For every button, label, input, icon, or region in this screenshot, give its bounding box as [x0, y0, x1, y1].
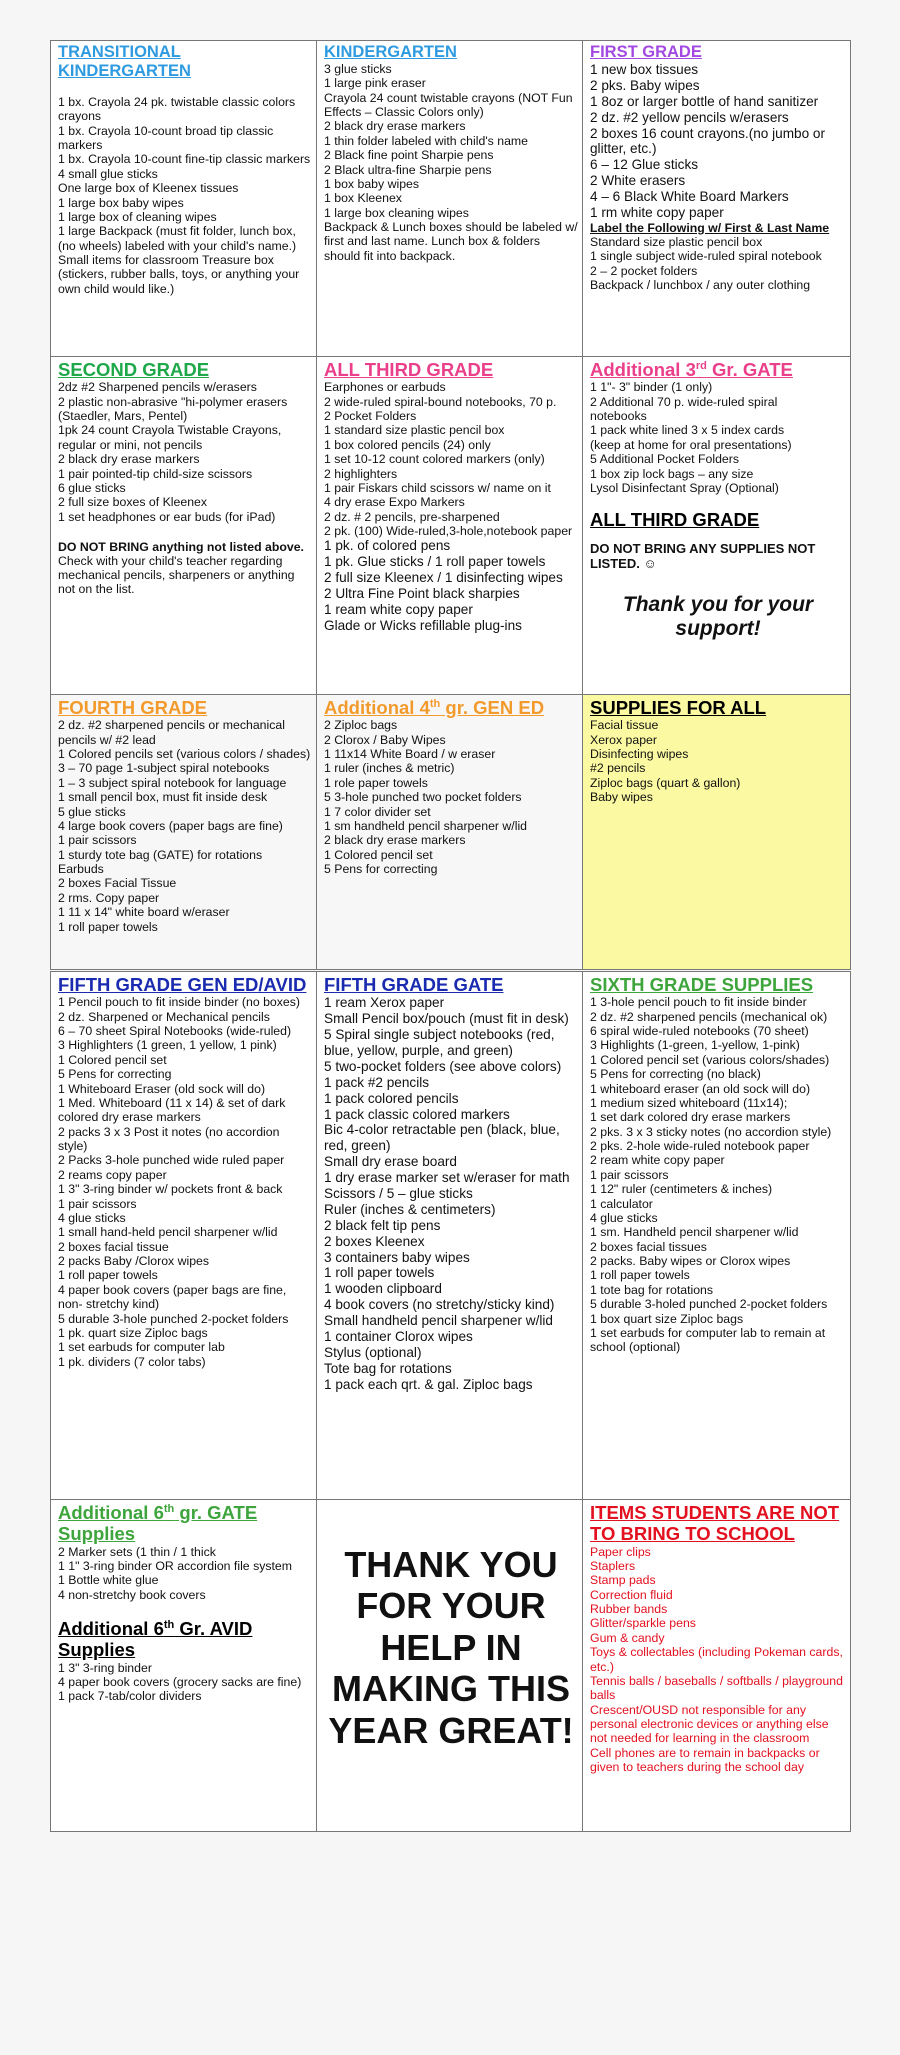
list-item: 1 pack classic colored markers: [324, 1106, 510, 1122]
list-item: 1 roll paper towels: [58, 919, 158, 934]
list-item: Tote bag for rotations: [324, 1360, 452, 1376]
list-item: 1 box baby wipes: [324, 176, 420, 191]
cell-sixth-gate-avid: [51, 1500, 317, 1832]
list-item: Small items for classroom Treasure box (stickers, rubber balls, toys, or anything your own child would like.): [58, 253, 300, 296]
g6avid-title: Additional 6th Gr. AVID Supplies: [58, 1618, 253, 1661]
g6-title: SIXTH GRADE SUPPLIES: [590, 974, 814, 995]
g3gate-title: Additional 3rd Gr. GATE: [590, 359, 793, 380]
list-item: 1 ream white copy paper: [324, 601, 473, 617]
list-item: 5 Pens for correcting: [58, 1067, 172, 1082]
list-item: 2 dz. #2 sharpened pencils (mechanical ok): [590, 1009, 828, 1024]
list-item: 2 boxes Facial Tissue: [58, 876, 177, 891]
list-item: 3 Highlighters (1 green, 1 yellow, 1 pink): [58, 1038, 277, 1053]
list-item: Backpack & Lunch boxes should be labeled w/ first and last name. Lunch box & folders should fit into backpack.: [324, 220, 578, 263]
list-item: 1 small pencil box, must fit inside desk: [58, 790, 268, 805]
supply-grid: [50, 40, 851, 1832]
all-title: SUPPLIES FOR ALL: [590, 697, 767, 718]
list-item: 1 pack 7-tab/color dividers: [58, 1689, 202, 1704]
list-item: Rubber bands: [590, 1602, 668, 1617]
list-item: 2 packs Baby /Clorox wipes: [58, 1254, 210, 1269]
supply-list-sheet: [50, 40, 850, 1832]
list-item: 1 Colored pencil set: [58, 1052, 167, 1067]
list-item: 1 set headphones or ear buds (for iPad): [58, 509, 276, 524]
list-item: 1 set 10-12 count colored markers (only): [324, 452, 545, 467]
list-item: 1 bx. Crayola 24 pk. twistable classic colors crayons: [58, 94, 296, 124]
list-item: Lysol Disinfectant Spray (Optional): [590, 480, 779, 495]
g6gate-list: [58, 1545, 312, 1603]
notbring-list: [590, 1545, 846, 1775]
g3-title2: ALL THIRD GRADE: [590, 509, 760, 531]
list-item: 6 glue sticks: [58, 480, 126, 495]
list-item: 2 Additional 70 p. wide-ruled spiral: [590, 394, 778, 409]
list-item: 1 large box of cleaning wipes: [58, 209, 217, 224]
list-item: 1 roll paper towels: [590, 1268, 690, 1283]
list-item: #2 pencils: [590, 761, 646, 776]
tk-title: TRANSITIONAL KINDERGARTEN: [58, 43, 191, 80]
g6-list: [590, 995, 846, 1354]
list-item: 1 1" 3-ring binder OR accordion file system: [58, 1558, 293, 1573]
cell-sixth-grade: [583, 971, 851, 1500]
list-item: 5 Pens for correcting (no black): [590, 1067, 761, 1082]
list-item: 2 dz. #2 yellow pencils w/erasers: [590, 109, 789, 125]
list-item: 1 large box cleaning wipes: [324, 205, 469, 220]
g1-list: [590, 62, 846, 221]
list-item: 2 black dry erase markers: [324, 119, 466, 134]
list-item: Ruler (inches & centimeters): [324, 1201, 496, 1217]
g5-list: [58, 995, 312, 1369]
list-item: 4 book covers (no stretchy/sticky kind): [324, 1297, 555, 1313]
list-item: 1 pk. of colored pens: [324, 538, 451, 554]
list-item: 1 12" ruler (centimeters & inches): [590, 1182, 773, 1197]
list-item: 3 Highlights (1-green, 1-yellow, 1-pink): [590, 1038, 800, 1053]
thank-you-banner: THANK YOU FOR YOUR HELP IN MAKING THIS YEAR GREAT!: [328, 1544, 574, 1751]
list-item: 1 thin folder labeled with child's name: [324, 133, 528, 148]
list-item: One large box of Kleenex tissues: [58, 181, 239, 196]
list-item: Glade or Wicks refillable plug-ins: [324, 617, 522, 633]
list-item: 2 boxes Kleenex: [324, 1233, 425, 1249]
list-item: Toys & collectables (including Pokeman cards, etc.): [590, 1645, 843, 1674]
list-item: 2 Black ultra-fine Sharpie pens: [324, 162, 492, 177]
list-item: 1 sm. Handheld pencil sharpener w/lid: [590, 1225, 799, 1240]
list-item: 2 boxes facial tissue: [58, 1239, 169, 1254]
list-item: 5 Spiral single subject notebooks (red, blue, yellow, purple, and green): [324, 1027, 555, 1058]
list-item: 1 roll paper towels: [324, 1265, 435, 1281]
list-item: 2 boxes facial tissues: [590, 1239, 707, 1254]
list-item: notebooks: [590, 409, 647, 424]
cell-fifth-grade-gate: [317, 971, 583, 1500]
list-item: Earbuds: [58, 862, 104, 877]
list-item: 1 large Backpack (must fit folder, lunch box, (no wheels) labeled with your child's name.): [58, 224, 297, 253]
list-item: 1 large pink eraser: [324, 76, 426, 91]
list-item: 1 ream Xerox paper: [324, 995, 445, 1011]
cell-transitional-kindergarten: [51, 41, 317, 357]
g3-title: ALL THIRD GRADE: [324, 359, 494, 380]
list-item: 4 paper book covers (paper bags are fine, non- stretchy kind): [58, 1282, 287, 1312]
list-item: 2 dz. Sharpened or Mechanical pencils: [58, 1009, 270, 1024]
list-item: Scissors / 5 – glue sticks: [324, 1185, 473, 1201]
list-item: 1 7 color divider set: [324, 804, 431, 819]
list-item: Correction fluid: [590, 1587, 673, 1602]
cell-supplies-for-all: [583, 695, 851, 971]
list-item: 1 large box baby wipes: [58, 195, 184, 210]
list-item: 2 plastic non-abrasive "hi-polymer erasers (Staedler, Mars, Pentel): [58, 394, 288, 424]
list-item: 1 sm handheld pencil sharpener w/lid: [324, 818, 528, 833]
list-item: 5 two-pocket folders (see above colors): [324, 1058, 562, 1074]
list-item: 6 – 12 Glue sticks: [590, 157, 699, 173]
list-item: 2 White erasers: [590, 173, 686, 189]
list-item: Disinfecting wipes: [590, 747, 689, 762]
g2-title: SECOND GRADE: [58, 359, 210, 380]
list-item: Tennis balls / baseballs / softballs / playground balls: [590, 1673, 843, 1703]
list-item: 3 – 70 page 1-subject spiral notebooks: [58, 761, 270, 776]
list-item: Crescent/OUSD not responsible for any personal electronic devices or anything else not needed for learning in the classroom: [590, 1702, 829, 1746]
list-item: 2 highlighters: [324, 466, 398, 481]
list-item: Glitter/sparkle pens: [590, 1616, 696, 1631]
list-item: Xerox paper: [590, 732, 657, 747]
g6avid-list: [58, 1661, 312, 1704]
g6gate-title: Additional 6th gr. GATE Supplies: [58, 1502, 258, 1545]
g4gen-list: [324, 718, 578, 876]
list-item: 5 Pens for correcting: [324, 862, 438, 877]
cell-not-to-bring: [583, 1500, 851, 1832]
list-item: 1 11x14 White Board / w eraser: [324, 747, 496, 762]
g3-list-small: [324, 380, 578, 538]
list-item: Staplers: [590, 1558, 636, 1573]
list-item: 1 Whiteboard Eraser (old sock will do): [58, 1081, 266, 1096]
list-item: 1 pair Fiskars child scissors w/ name on it: [324, 480, 551, 495]
list-item: 2 pks. 2-hole wide-ruled notebook paper: [590, 1139, 810, 1154]
list-item: 2 – 2 pocket folders: [590, 263, 698, 278]
list-item: 2 wide-ruled spiral-bound notebooks, 70 p.: [324, 394, 557, 409]
g4-title: FOURTH GRADE: [58, 697, 208, 718]
list-item: 2 black dry erase markers: [58, 452, 200, 467]
list-item: 2 dz. # 2 pencils, pre-sharpened: [324, 509, 500, 524]
list-item: 1 3" 3-ring binder: [58, 1660, 152, 1675]
list-item: Ziploc bags (quart & gallon): [590, 775, 741, 790]
list-item: 5 durable 3-holed punched 2-pocket folders: [590, 1297, 828, 1312]
list-item: 2 full size boxes of Kleenex: [58, 495, 208, 510]
list-item: 1 8oz or larger bottle of hand sanitizer: [590, 93, 819, 109]
list-item: Standard size plastic pencil box: [590, 234, 763, 249]
list-item: 1 small hand-held pencil sharpener w/lid: [58, 1225, 278, 1240]
g5gate-title: FIFTH GRADE GATE: [324, 974, 504, 995]
list-item: 1 set earbuds for computer lab to remain at school (optional): [590, 1325, 826, 1355]
list-item: Stylus (optional): [324, 1344, 422, 1360]
list-item: Baby wipes: [590, 790, 653, 805]
list-item: 1 3-hole pencil pouch to fit inside binder: [590, 995, 807, 1010]
g4gen-title: Additional 4th gr. GEN ED: [324, 697, 545, 718]
list-item: 1 1"- 3" binder (1 only): [590, 380, 713, 395]
list-item: 1 standard size plastic pencil box: [324, 423, 505, 438]
list-item: 1 pair pointed-tip child-size scissors: [58, 466, 253, 481]
list-item: 1 box colored pencils (24) only: [324, 437, 491, 452]
list-item: 1 pair scissors: [58, 1196, 137, 1211]
list-item: 4 glue sticks: [58, 1210, 126, 1225]
list-item: 1 pack colored pencils: [324, 1090, 459, 1106]
list-item: 1 pk. Glue sticks / 1 roll paper towels: [324, 554, 546, 570]
list-item: 2 Ziploc bags: [324, 718, 398, 733]
g2-note: Check with your child's teacher regarding mechanical pencils, sharpeners or anything not on the list.: [58, 554, 295, 597]
list-item: 1 rm white copy paper: [590, 204, 724, 220]
list-item: Paper clips: [590, 1544, 651, 1559]
g5gate-list: [324, 995, 578, 1392]
cell-fourth-gen-ed: [317, 695, 583, 971]
list-item: 1 Med. Whiteboard (11 x 14) & set of dark colored dry erase markers: [58, 1095, 286, 1125]
g4-list: [58, 718, 312, 934]
list-item: 2 Pocket Folders: [324, 409, 417, 424]
list-item: 1 3" 3-ring binder w/ pockets front & back: [58, 1182, 283, 1197]
list-item: 4 large book covers (paper bags are fine): [58, 818, 283, 833]
list-item: 2 Ultra Fine Point black sharpies: [324, 586, 520, 602]
list-item: Crayola 24 count twistable crayons (NOT Fun Effects – Classic Colors only): [324, 90, 573, 120]
list-item: 1 pk. quart size Ziploc bags: [58, 1325, 208, 1340]
list-item: 1 container Clorox wipes: [324, 1328, 473, 1344]
list-item: 1 pair scissors: [590, 1167, 669, 1182]
all-list: [590, 718, 846, 804]
list-item: 2 Black fine point Sharpie pens: [324, 148, 494, 163]
list-item: 1 dry erase marker set w/eraser for math: [324, 1170, 570, 1186]
list-item: Small handheld pencil sharpener w/lid: [324, 1313, 553, 1329]
list-item: 1 Colored pencil set: [324, 847, 433, 862]
list-item: 1 role paper towels: [324, 775, 428, 790]
g2-note-bold: DO NOT BRING anything not listed above.: [58, 540, 304, 555]
k-list: [324, 62, 578, 263]
list-item: 2 Packs 3-hole punched wide ruled paper: [58, 1153, 285, 1168]
list-item: 1 pack each qrt. & gal. Ziploc bags: [324, 1376, 533, 1392]
list-item: 1 pack #2 pencils: [324, 1074, 430, 1090]
list-item: 4 – 6 Black White Board Markers: [590, 189, 789, 205]
g3-thanks: Thank you for your support!: [622, 592, 814, 640]
list-item: 2 boxes 16 count crayons.(no jumbo or glitter, etc.): [590, 125, 826, 157]
list-item: 2 packs 3 x 3 Post it notes (no accordion style): [58, 1124, 280, 1154]
list-item: 6 – 70 sheet Spiral Notebooks (wide-ruled): [58, 1024, 292, 1039]
list-item: 1 calculator: [590, 1196, 653, 1211]
list-item: 4 glue sticks: [590, 1210, 658, 1225]
list-item: 5 3-hole punched two pocket folders: [324, 790, 522, 805]
list-item: 5 glue sticks: [58, 804, 126, 819]
list-item: 6 spiral wide-ruled notebooks (70 sheet): [590, 1024, 809, 1039]
list-item: 1 medium sized whiteboard (11x14);: [590, 1095, 788, 1110]
notbring-title: ITEMS STUDENTS ARE NOT TO BRING TO SCHOOL: [590, 1502, 840, 1545]
list-item: 1 Colored pencil set (various colors/shades): [590, 1052, 830, 1067]
list-item: 1 pair scissors: [58, 833, 137, 848]
list-item: Small Pencil box/pouch (must fit in desk): [324, 1011, 569, 1027]
list-item: 1 new box tissues: [590, 61, 699, 77]
list-item: 1 pack white lined 3 x 5 index cards: [590, 423, 785, 438]
list-item: 2 dz. #2 sharpened pencils or mechanical pencils w/ #2 lead: [58, 718, 285, 747]
list-item: 2 full size Kleenex / 1 disinfecting wipes: [324, 570, 563, 586]
list-item: 2 packs. Baby wipes or Clorox wipes: [590, 1254, 791, 1269]
list-item: 2 pks. 3 x 3 sticky notes (no accordion style): [590, 1124, 832, 1139]
list-item: Small dry erase board: [324, 1154, 457, 1170]
list-item: Cell phones are to remain in backpacks or given to teachers during the school day: [590, 1745, 820, 1775]
list-item: 4 small glue sticks: [58, 166, 158, 181]
list-item: 1 box zip lock bags – any size: [590, 466, 754, 481]
g1-label-heading: Label the Following w/ First & Last Name: [590, 220, 830, 235]
list-item: 1 set earbuds for computer lab: [58, 1340, 225, 1355]
tk-list: [58, 95, 312, 296]
list-item: 2 pk. (100) Wide-ruled,3-hole,notebook paper: [324, 524, 573, 539]
list-item: 1 roll paper towels: [58, 1268, 158, 1283]
g1-label-list: [590, 235, 846, 293]
list-item: Gum & candy: [590, 1630, 665, 1645]
list-item: 1 Pencil pouch to fit inside binder (no boxes): [58, 995, 300, 1010]
g1-title: FIRST GRADE: [590, 43, 702, 61]
list-item: Earphones or earbuds: [324, 380, 446, 395]
list-item: 1 – 3 subject spiral notebook for language: [58, 775, 287, 790]
cell-all-third-grade: [317, 357, 583, 695]
k-title: KINDERGARTEN: [324, 43, 457, 61]
cell-third-grade-gate: [583, 357, 851, 695]
list-item: 1 Colored pencils set (various colors / shades): [58, 747, 311, 762]
list-item: 2 Clorox / Baby Wipes: [324, 732, 446, 747]
list-item: 1 whiteboard eraser (an old sock will do): [590, 1081, 811, 1096]
list-item: 1pk 24 count Crayola Twistable Crayons, regular or mini, not pencils: [58, 423, 282, 452]
list-item: (keep at home for oral presentations): [590, 437, 792, 452]
cell-fourth-grade: [51, 695, 317, 971]
g2-list: [58, 380, 312, 524]
list-item: Stamp pads: [590, 1573, 656, 1588]
list-item: 4 dry erase Expo Markers: [324, 495, 465, 510]
list-item: 1 sturdy tote bag (GATE) for rotations: [58, 847, 263, 862]
list-item: 4 paper book covers (grocery sacks are fine): [58, 1674, 302, 1689]
list-item: 3 containers baby wipes: [324, 1249, 470, 1265]
list-item: 2 black felt tip pens: [324, 1217, 441, 1233]
list-item: 5 Additional Pocket Folders: [590, 452, 740, 467]
list-item: 1 tote bag for rotations: [590, 1282, 714, 1297]
list-item: 3 glue sticks: [324, 61, 392, 76]
list-item: 1 Bottle white glue: [58, 1573, 159, 1588]
g3gate-list: [590, 380, 846, 495]
list-item: 1 pk. dividers (7 color tabs): [58, 1354, 206, 1369]
list-item: 1 bx. Crayola 10-count fine-tip classic markers: [58, 152, 311, 167]
cell-kindergarten: [317, 41, 583, 357]
list-item: 1 box quart size Ziploc bags: [590, 1311, 744, 1326]
list-item: 2 ream white copy paper: [590, 1153, 725, 1168]
list-item: Backpack / lunchbox / any outer clothing: [590, 278, 811, 292]
list-item: 1 ruler (inches & metric): [324, 761, 455, 776]
list-item: 1 box Kleenex: [324, 191, 402, 206]
list-item: 2 black dry erase markers: [324, 833, 466, 848]
list-item: 5 durable 3-hole punched 2-pocket folders: [58, 1311, 289, 1326]
list-item: 1 single subject wide-ruled spiral notebook: [590, 249, 822, 264]
list-item: 2 reams copy paper: [58, 1167, 167, 1182]
list-item: 4 non-stretchy book covers: [58, 1587, 206, 1602]
list-item: Bic 4-color retractable pen (black, blue, red, green): [324, 1122, 560, 1154]
list-item: 1 bx. Crayola 10-count broad tip classic markers: [58, 123, 274, 153]
g3-list-large: [324, 538, 578, 633]
list-item: 2 Marker sets (1 thin / 1 thick: [58, 1544, 216, 1559]
list-item: 1 11 x 14" white board w/eraser: [58, 905, 230, 920]
g3-no-bring-note: DO NOT BRING ANY SUPPLIES NOT LISTED. ☺: [590, 540, 816, 571]
list-item: 1 set dark colored dry erase markers: [590, 1110, 791, 1125]
cell-first-grade: [583, 41, 851, 357]
cell-fifth-grade-gen-ed: [51, 971, 317, 1500]
list-item: 2dz #2 Sharpened pencils w/erasers: [58, 380, 257, 395]
list-item: 2 pks. Baby wipes: [590, 77, 700, 93]
cell-thank-you: [317, 1500, 583, 1832]
list-item: Facial tissue: [590, 718, 659, 733]
cell-second-grade: [51, 357, 317, 695]
list-item: 2 rms. Copy paper: [58, 890, 160, 905]
list-item: 1 wooden clipboard: [324, 1281, 442, 1297]
g5-title: FIFTH GRADE GEN ED/AVID: [58, 974, 307, 995]
